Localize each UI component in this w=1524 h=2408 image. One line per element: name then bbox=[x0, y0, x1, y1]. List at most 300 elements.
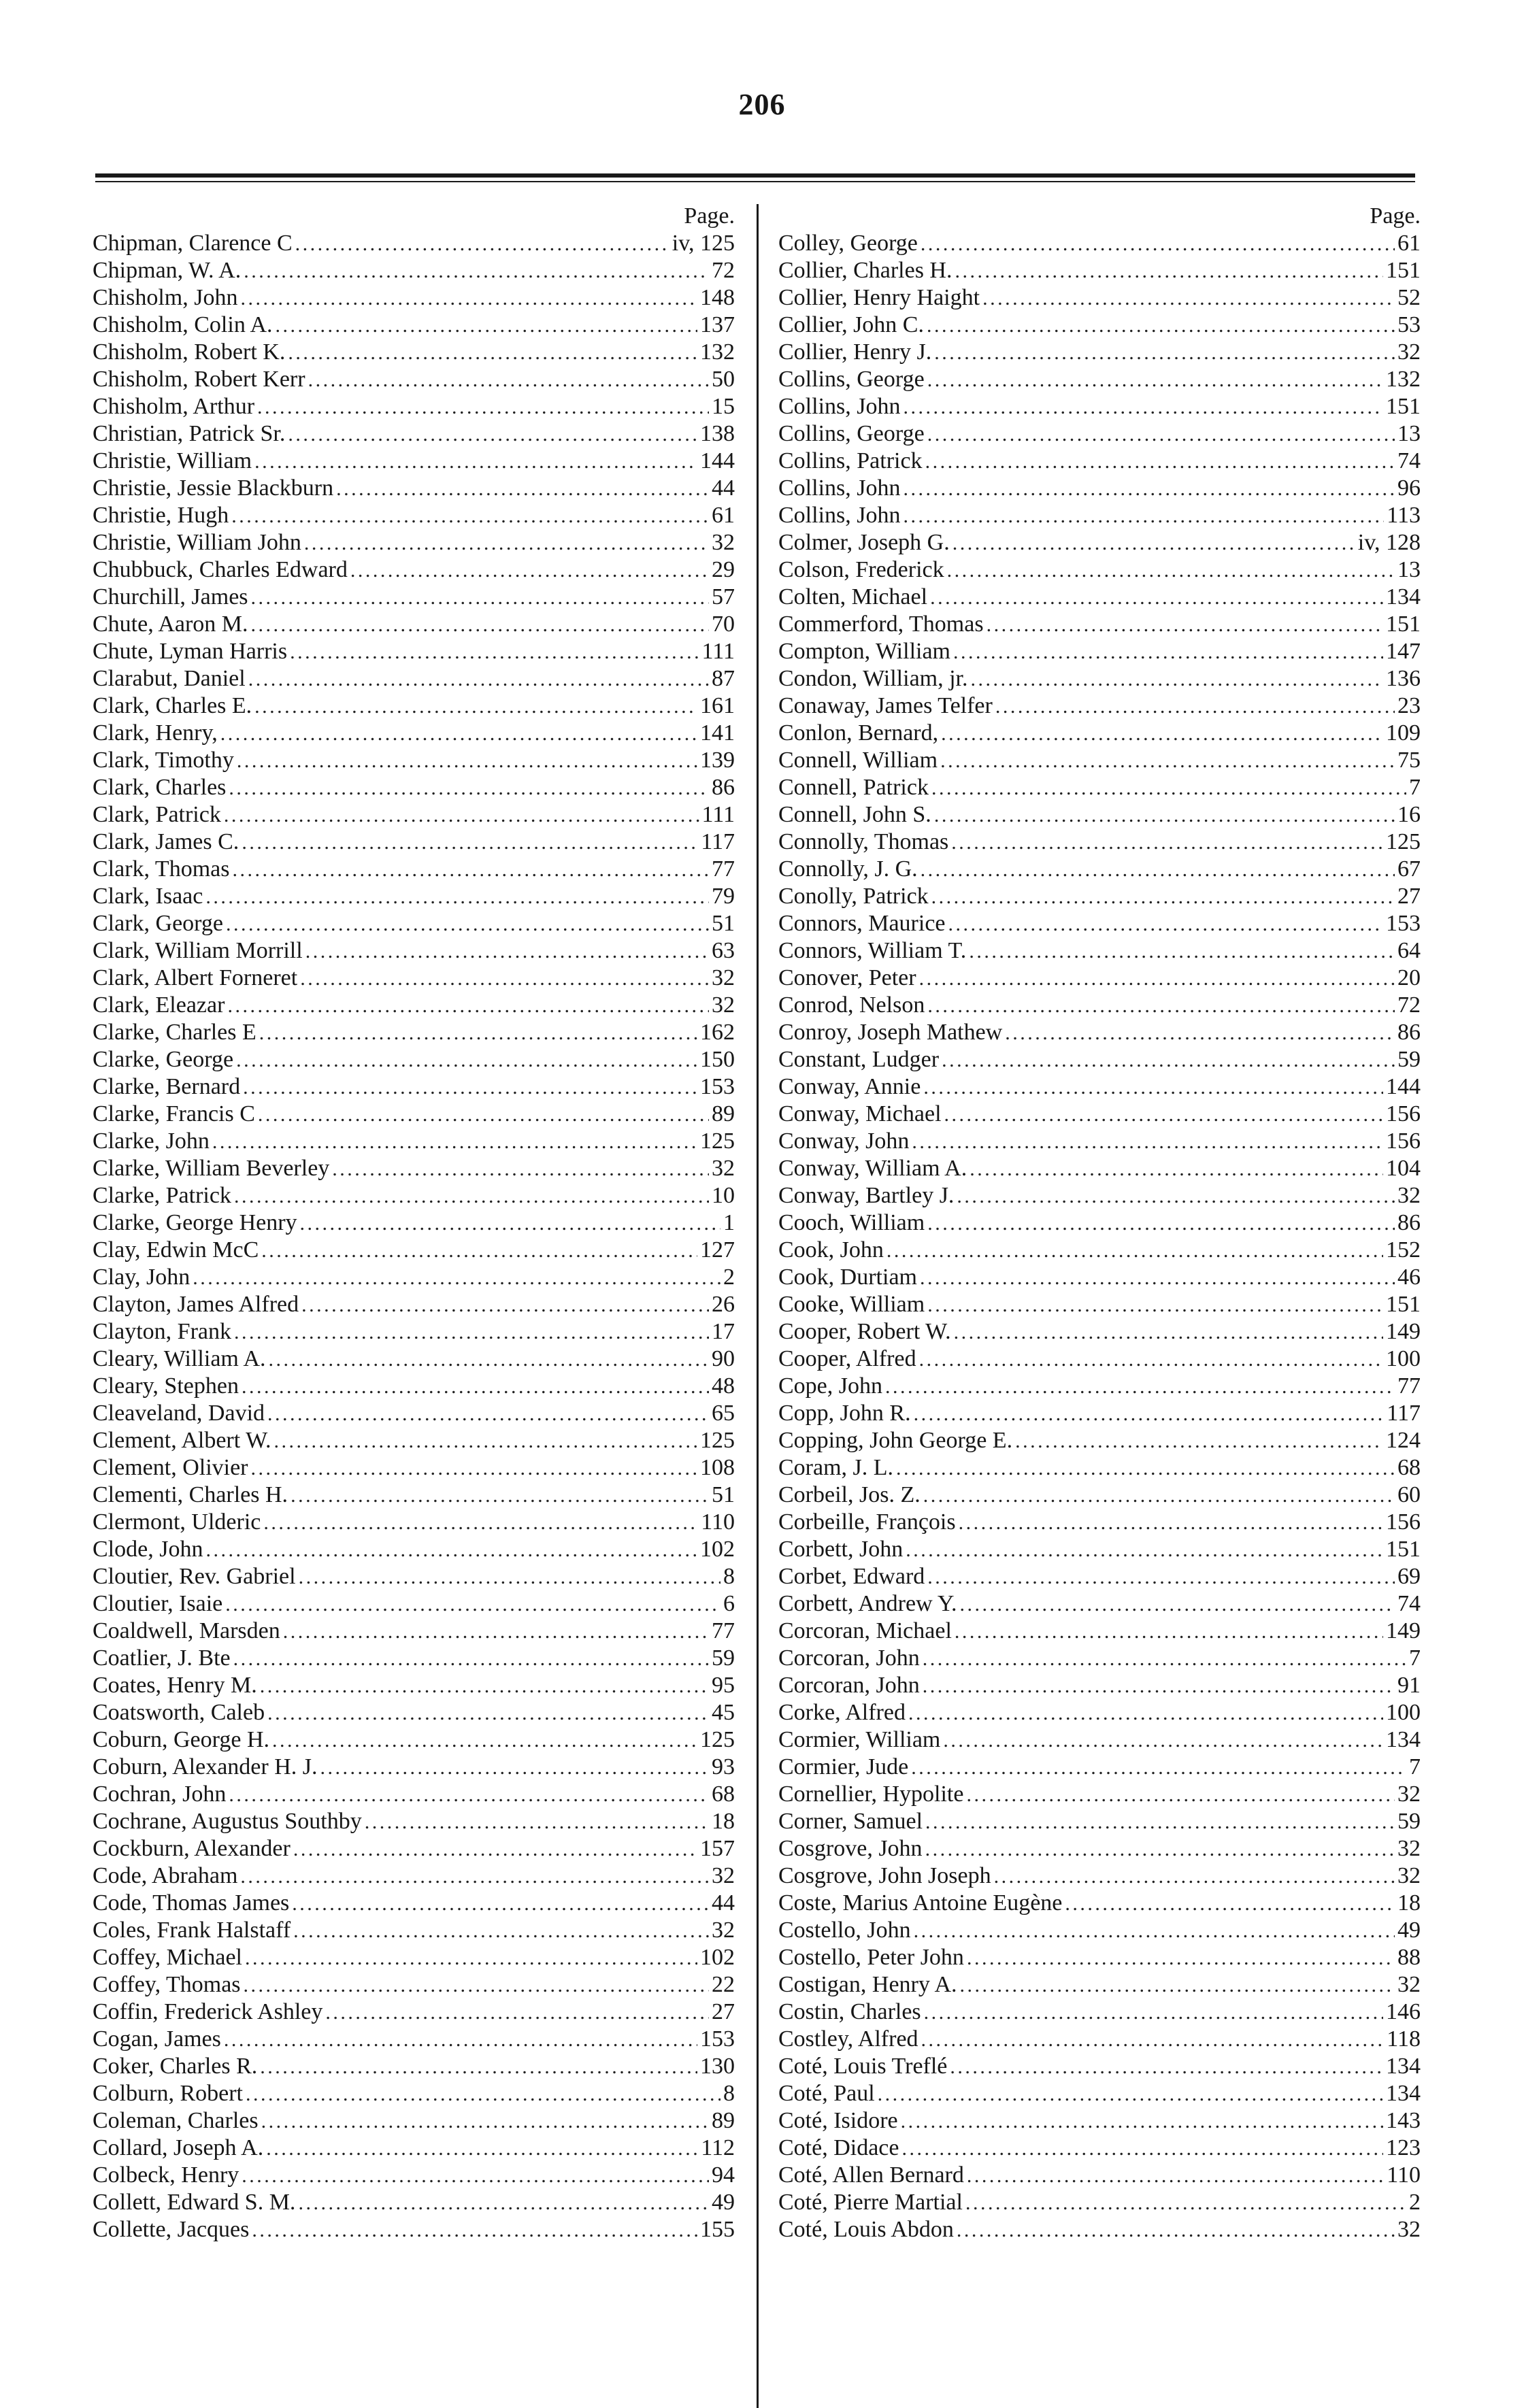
dot-leader bbox=[957, 1182, 1395, 1209]
entry-page: 151 bbox=[1386, 612, 1421, 637]
index-entry bbox=[778, 1182, 1421, 1209]
index-entry bbox=[778, 257, 1421, 284]
entry-page: 149 bbox=[1386, 1618, 1421, 1643]
index-entry bbox=[778, 393, 1421, 420]
entry-name: Churchill, James bbox=[93, 584, 248, 609]
entry-page: 70 bbox=[712, 612, 735, 637]
dot-leader bbox=[923, 1073, 1383, 1101]
entry-page: 124 bbox=[1386, 1428, 1421, 1453]
index-entry bbox=[778, 638, 1421, 665]
index-entry bbox=[93, 1019, 735, 1046]
entry-name: Corke, Alfred bbox=[778, 1700, 906, 1725]
dot-leader bbox=[234, 1318, 709, 1345]
index-entry bbox=[778, 2135, 1421, 2162]
entry-name: Cook, John bbox=[778, 1237, 884, 1262]
dot-leader bbox=[927, 1563, 1395, 1590]
entry-name: Collins, George bbox=[778, 421, 925, 446]
index-entry bbox=[778, 1536, 1421, 1563]
entry-page: 79 bbox=[712, 884, 735, 909]
dot-leader bbox=[325, 1999, 709, 2026]
index-entry bbox=[93, 1917, 735, 1944]
entry-page: 68 bbox=[712, 1782, 735, 1807]
entry-name: Connors, Maurice bbox=[778, 911, 946, 936]
entry-name: Christie, Jessie Blackburn bbox=[93, 475, 334, 501]
entry-page: 53 bbox=[1397, 312, 1421, 337]
entry-name: Clark, Timothy bbox=[93, 748, 234, 773]
index-entry bbox=[778, 856, 1421, 883]
entry-page: 61 bbox=[712, 503, 735, 528]
entry-name: Corbeil, Jos. Z. bbox=[778, 1482, 921, 1507]
index-entry bbox=[93, 1400, 735, 1427]
entry-page: 32 bbox=[1397, 1863, 1421, 1888]
entry-page: 162 bbox=[700, 1020, 735, 1045]
entry-page: 68 bbox=[1397, 1455, 1421, 1480]
dot-leader bbox=[224, 801, 699, 829]
entry-name: Coffin, Frederick Ashley bbox=[93, 1999, 323, 2024]
entry-page: 153 bbox=[700, 2026, 735, 2052]
entry-page: 111 bbox=[701, 639, 735, 664]
index-entry bbox=[93, 2026, 735, 2053]
dot-leader bbox=[242, 829, 698, 856]
dot-leader bbox=[930, 584, 1383, 611]
entry-page: 32 bbox=[1397, 339, 1421, 365]
index-entry bbox=[93, 774, 735, 801]
dot-leader bbox=[292, 1890, 709, 1917]
index-entry bbox=[778, 1264, 1421, 1291]
entry-page: 32 bbox=[712, 992, 735, 1018]
index-entry bbox=[778, 1046, 1421, 1073]
entry-name: Clarke, George Henry bbox=[93, 1210, 297, 1235]
entry-page: 32 bbox=[712, 965, 735, 990]
entry-name: Coatsworth, Caleb bbox=[93, 1700, 265, 1725]
entry-name: Clark, Isaac bbox=[93, 884, 203, 909]
dot-leader bbox=[878, 2080, 1383, 2107]
dot-leader bbox=[205, 883, 709, 910]
entry-page: 63 bbox=[712, 938, 735, 963]
entry-page: 134 bbox=[1386, 584, 1421, 609]
index-entry bbox=[93, 1672, 735, 1699]
entry-name: Clark, William Morrill bbox=[93, 938, 303, 963]
dot-leader bbox=[242, 2162, 709, 2189]
dot-leader bbox=[944, 1101, 1383, 1128]
entry-page: 23 bbox=[1397, 693, 1421, 718]
entry-name: Cloutier, Rev. Gabriel bbox=[93, 1564, 296, 1589]
entry-page: 102 bbox=[700, 1945, 735, 1970]
entry-page: 48 bbox=[712, 1373, 735, 1399]
entry-name: Code, Abraham bbox=[93, 1863, 238, 1888]
dot-leader bbox=[914, 1917, 1395, 1944]
entry-name: Cooper, Robert W. bbox=[778, 1319, 951, 1344]
entry-name: Collett, Edward S. M. bbox=[93, 2190, 296, 2215]
index-entry bbox=[93, 1944, 735, 1971]
entry-name: Coram, J. L. bbox=[778, 1455, 894, 1480]
entry-page: 100 bbox=[1386, 1700, 1421, 1725]
index-entry bbox=[93, 1482, 735, 1509]
entry-name: Conolly, Patrick bbox=[778, 884, 929, 909]
entry-page: 32 bbox=[712, 1863, 735, 1888]
dot-leader bbox=[927, 312, 1395, 339]
entry-page: 20 bbox=[1397, 965, 1421, 990]
dot-leader bbox=[251, 611, 709, 638]
index-entry bbox=[778, 665, 1421, 692]
entry-page: iv, 128 bbox=[1357, 530, 1421, 555]
dot-leader bbox=[243, 1073, 697, 1101]
entry-name: Collier, John C. bbox=[778, 312, 924, 337]
dot-leader bbox=[212, 1128, 697, 1155]
dot-leader bbox=[254, 448, 697, 475]
entry-name: Clarke, Patrick bbox=[93, 1183, 231, 1208]
dot-leader bbox=[229, 1781, 709, 1808]
entry-page: 72 bbox=[1397, 992, 1421, 1018]
entry-page: 2 bbox=[1409, 2190, 1421, 2215]
entry-page: 77 bbox=[712, 1618, 735, 1643]
entry-page: 100 bbox=[1386, 1346, 1421, 1371]
entry-name: Clode, John bbox=[93, 1537, 203, 1562]
entry-name: Cosgrove, John bbox=[778, 1836, 923, 1861]
dot-leader bbox=[966, 1781, 1395, 1808]
index-entry bbox=[778, 2216, 1421, 2243]
entry-page: 156 bbox=[1386, 1101, 1421, 1126]
dot-leader bbox=[308, 366, 709, 393]
entry-page: 125 bbox=[700, 1727, 735, 1752]
entry-page: 32 bbox=[1397, 1836, 1421, 1861]
index-entry bbox=[778, 502, 1421, 529]
index-entry bbox=[93, 1971, 735, 1999]
entry-page: 32 bbox=[1397, 1972, 1421, 1997]
entry-name: Colburn, Robert bbox=[93, 2081, 243, 2106]
entry-name: Collins, John bbox=[778, 475, 901, 501]
dot-leader bbox=[952, 529, 1355, 556]
index-entry bbox=[778, 829, 1421, 856]
entry-page: 108 bbox=[700, 1455, 735, 1480]
entry-name: Corbett, John bbox=[778, 1537, 904, 1562]
dot-leader bbox=[960, 1590, 1395, 1618]
entry-name: Clark, Albert Forneret bbox=[93, 965, 298, 990]
entry-page: 74 bbox=[1397, 448, 1421, 473]
dot-leader bbox=[906, 1536, 1383, 1563]
dot-leader bbox=[295, 230, 669, 257]
index-entry bbox=[93, 992, 735, 1019]
entry-name: Clermont, Ulderic bbox=[93, 1509, 261, 1535]
index-entry bbox=[93, 2189, 735, 2216]
entry-page: 13 bbox=[1397, 421, 1421, 446]
dot-leader bbox=[994, 1862, 1395, 1890]
index-entry bbox=[778, 1890, 1421, 1917]
entry-page: 75 bbox=[1397, 748, 1421, 773]
entry-name: Clarke, William Beverley bbox=[93, 1156, 330, 1181]
entry-page: 77 bbox=[1397, 1373, 1421, 1399]
entry-page: 89 bbox=[712, 2108, 735, 2133]
entry-name: Collins, John bbox=[778, 394, 901, 419]
index-entry bbox=[778, 1835, 1421, 1862]
index-entry bbox=[93, 1835, 735, 1862]
index-entry bbox=[778, 2189, 1421, 2216]
index-entry bbox=[778, 584, 1421, 611]
entry-page: 130 bbox=[700, 2054, 735, 2079]
entry-name: Cosgrove, John Joseph bbox=[778, 1863, 991, 1888]
entry-page: 123 bbox=[1386, 2135, 1421, 2160]
entry-name: Cleary, Stephen bbox=[93, 1373, 239, 1399]
index-entry bbox=[778, 2107, 1421, 2135]
right-page-header: Page. bbox=[1370, 203, 1421, 229]
dot-leader bbox=[959, 1509, 1383, 1536]
dot-leader bbox=[272, 1726, 697, 1754]
index-entry bbox=[778, 1237, 1421, 1264]
index-entry bbox=[93, 2135, 735, 2162]
entry-name: Colten, Michael bbox=[778, 584, 928, 609]
entry-page: 91 bbox=[1397, 1673, 1421, 1698]
entry-name: Christie, William bbox=[93, 448, 252, 473]
dot-leader bbox=[957, 2216, 1395, 2243]
entry-name: Conroy, Joseph Mathew bbox=[778, 1020, 1003, 1045]
dot-leader bbox=[305, 937, 709, 965]
index-entry bbox=[93, 1264, 735, 1291]
entry-page: 51 bbox=[712, 911, 735, 936]
dot-leader bbox=[987, 611, 1383, 638]
entry-page: 134 bbox=[1386, 1727, 1421, 1752]
entry-page: 59 bbox=[712, 1645, 735, 1671]
entry-page: 74 bbox=[1397, 1591, 1421, 1616]
entry-name: Conaway, James Telfer bbox=[778, 693, 993, 718]
entry-page: 109 bbox=[1386, 720, 1421, 746]
dot-leader bbox=[1005, 1019, 1395, 1046]
entry-page: 7 bbox=[1409, 1754, 1421, 1779]
index-entry bbox=[93, 2107, 735, 2135]
entry-name: Clarke, Bernard bbox=[93, 1074, 241, 1099]
index-entry bbox=[778, 1209, 1421, 1237]
index-entry bbox=[778, 1509, 1421, 1536]
entry-name: Chisholm, Arthur bbox=[93, 394, 255, 419]
index-entry bbox=[93, 366, 735, 393]
index-entry bbox=[778, 448, 1421, 475]
entry-page: 32 bbox=[712, 530, 735, 555]
dot-leader bbox=[927, 1291, 1383, 1318]
dot-leader bbox=[260, 1672, 709, 1699]
entry-page: 49 bbox=[712, 2190, 735, 2215]
entry-page: 10 bbox=[712, 1183, 735, 1208]
index-entry bbox=[778, 774, 1421, 801]
entry-name: Cogan, James bbox=[93, 2026, 221, 2052]
index-entry bbox=[93, 1862, 735, 1890]
index-entry bbox=[93, 937, 735, 965]
entry-name: Coffey, Michael bbox=[93, 1945, 242, 1970]
dot-leader bbox=[967, 1944, 1395, 1971]
entry-page: 65 bbox=[712, 1401, 735, 1426]
entry-name: Costigan, Henry A. bbox=[778, 1972, 957, 1997]
entry-name: Corcoran, Michael bbox=[778, 1618, 952, 1643]
dot-leader bbox=[914, 1400, 1385, 1427]
dot-leader bbox=[276, 312, 698, 339]
entry-page: 60 bbox=[1397, 1482, 1421, 1507]
index-entry bbox=[778, 475, 1421, 502]
entry-page: 151 bbox=[1386, 1537, 1421, 1562]
dot-leader bbox=[251, 1454, 697, 1482]
entry-name: Copping, John George E. bbox=[778, 1428, 1013, 1453]
entry-page: 18 bbox=[712, 1809, 735, 1834]
index-entry bbox=[93, 1754, 735, 1781]
dot-leader bbox=[234, 1182, 709, 1209]
entry-page: 153 bbox=[1386, 911, 1421, 936]
entry-page: 8 bbox=[723, 1564, 735, 1589]
index-entry bbox=[93, 1345, 735, 1373]
index-entry bbox=[93, 284, 735, 312]
entry-page: 151 bbox=[1386, 1292, 1421, 1317]
entry-page: 49 bbox=[1397, 1918, 1421, 1943]
entry-page: 141 bbox=[700, 720, 735, 746]
index-entry bbox=[778, 1944, 1421, 1971]
dot-leader bbox=[921, 230, 1395, 257]
index-entry bbox=[93, 448, 735, 475]
dot-leader bbox=[951, 829, 1383, 856]
entry-name: Coté, Didace bbox=[778, 2135, 899, 2160]
entry-page: 136 bbox=[1386, 666, 1421, 691]
entry-name: Collins, Patrick bbox=[778, 448, 923, 473]
entry-name: Costello, John bbox=[778, 1918, 911, 1943]
entry-name: Coburn, George H. bbox=[93, 1727, 269, 1752]
dot-leader bbox=[885, 1373, 1395, 1400]
index-entry bbox=[778, 1400, 1421, 1427]
dot-leader bbox=[254, 692, 697, 720]
entry-name: Clark, Charles E. bbox=[93, 693, 252, 718]
entry-page: 72 bbox=[712, 258, 735, 283]
dot-leader bbox=[252, 2216, 697, 2243]
dot-leader bbox=[240, 1862, 709, 1890]
dot-leader bbox=[258, 1101, 709, 1128]
index-entry bbox=[93, 2216, 735, 2243]
entry-name: Clarke, John bbox=[93, 1128, 210, 1154]
entry-name: Connolly, Thomas bbox=[778, 829, 949, 854]
entry-name: Chipman, W. A. bbox=[93, 258, 242, 283]
dot-leader bbox=[927, 366, 1383, 393]
dot-leader bbox=[925, 1835, 1395, 1862]
entry-page: 93 bbox=[712, 1754, 735, 1779]
index-entry bbox=[778, 937, 1421, 965]
dot-leader bbox=[231, 502, 709, 529]
entry-page: 26 bbox=[712, 1292, 735, 1317]
dot-leader bbox=[244, 257, 709, 284]
entry-name: Collard, Joseph A. bbox=[93, 2135, 264, 2160]
entry-page: 144 bbox=[1386, 1074, 1421, 1099]
dot-leader bbox=[237, 747, 697, 774]
entry-name: Clark, James C. bbox=[93, 829, 239, 854]
dot-leader bbox=[288, 420, 697, 448]
entry-page: 127 bbox=[700, 1237, 735, 1262]
entry-name: Cooke, William bbox=[778, 1292, 925, 1317]
index-entry bbox=[778, 965, 1421, 992]
dot-leader bbox=[955, 257, 1383, 284]
dot-leader bbox=[925, 448, 1395, 475]
index-entry bbox=[778, 2162, 1421, 2189]
index-entry bbox=[93, 1155, 735, 1182]
entry-page: 32 bbox=[712, 1918, 735, 1943]
entry-page: 32 bbox=[1397, 1183, 1421, 1208]
entry-name: Connell, William bbox=[778, 748, 938, 773]
entry-page: 29 bbox=[712, 557, 735, 582]
dot-leader bbox=[365, 1808, 709, 1835]
dot-leader bbox=[291, 1482, 709, 1509]
entry-page: 1 bbox=[723, 1210, 735, 1235]
column-divider bbox=[757, 204, 759, 2408]
dot-leader bbox=[960, 1971, 1395, 1999]
entry-page: 8 bbox=[723, 2081, 735, 2106]
dot-leader bbox=[927, 420, 1395, 448]
index-entry bbox=[93, 1128, 735, 1155]
entry-name: Conway, Annie bbox=[778, 1074, 921, 1099]
dot-leader bbox=[300, 1209, 720, 1237]
index-entry bbox=[93, 1699, 735, 1726]
index-entry bbox=[93, 420, 735, 448]
entry-page: 96 bbox=[1397, 475, 1421, 501]
entry-page: 59 bbox=[1397, 1809, 1421, 1834]
index-entry bbox=[93, 529, 735, 556]
dot-leader bbox=[942, 1046, 1395, 1073]
index-entry bbox=[93, 638, 735, 665]
dot-leader bbox=[941, 720, 1383, 747]
dot-leader bbox=[903, 502, 1384, 529]
dot-leader bbox=[969, 937, 1395, 965]
entry-name: Condon, William, jr. bbox=[778, 666, 968, 691]
entry-page: 2 bbox=[723, 1265, 735, 1290]
index-entry bbox=[778, 747, 1421, 774]
entry-page: 95 bbox=[712, 1673, 735, 1698]
entry-page: 125 bbox=[700, 1128, 735, 1154]
entry-name: Cochrane, Augustus Southby bbox=[93, 1809, 362, 1834]
entry-name: Coates, Henry M. bbox=[93, 1673, 257, 1698]
index-entry bbox=[93, 339, 735, 366]
dot-leader bbox=[336, 475, 709, 502]
index-entry bbox=[778, 366, 1421, 393]
index-entry bbox=[93, 1726, 735, 1754]
dot-leader bbox=[205, 1536, 697, 1563]
index-entry bbox=[778, 1318, 1421, 1345]
entry-name: Christie, William John bbox=[93, 530, 301, 555]
entry-name: Conlon, Bernard, bbox=[778, 720, 939, 746]
index-entry bbox=[93, 801, 735, 829]
dot-leader bbox=[923, 1645, 1406, 1672]
header-rule-thin bbox=[95, 181, 1415, 182]
dot-leader bbox=[919, 965, 1395, 992]
entry-name: Clayton, James Alfred bbox=[93, 1292, 299, 1317]
dot-leader bbox=[299, 1563, 720, 1590]
entry-name: Chisholm, Colin A. bbox=[93, 312, 273, 337]
dot-leader bbox=[293, 1917, 709, 1944]
dot-leader bbox=[257, 393, 709, 420]
entry-name: Collier, Henry Haight bbox=[778, 285, 980, 310]
index-entry bbox=[778, 420, 1421, 448]
dot-leader bbox=[934, 339, 1395, 366]
dot-leader bbox=[246, 2080, 720, 2107]
entry-page: 86 bbox=[1397, 1020, 1421, 1045]
entry-page: 52 bbox=[1397, 285, 1421, 310]
dot-leader bbox=[919, 1345, 1383, 1373]
dot-leader bbox=[220, 720, 697, 747]
entry-name: Clark, Henry, bbox=[93, 720, 218, 746]
dot-leader bbox=[274, 1427, 697, 1454]
entry-name: Cooper, Alfred bbox=[778, 1346, 916, 1371]
index-entry bbox=[93, 1046, 735, 1073]
entry-name: Coatlier, J. Bte bbox=[93, 1645, 231, 1671]
entry-name: Coburn, Alexander H. J. bbox=[93, 1754, 318, 1779]
entry-name: Christie, Hugh bbox=[93, 503, 229, 528]
entry-name: Corbeille, François bbox=[778, 1509, 956, 1535]
entry-page: 161 bbox=[700, 693, 735, 718]
entry-name: Coté, Allen Bernard bbox=[778, 2162, 964, 2188]
entry-name: Copp, John R. bbox=[778, 1401, 911, 1426]
entry-name: Corcoran, John bbox=[778, 1673, 920, 1698]
entry-name: Cook, Durtiam bbox=[778, 1265, 917, 1290]
right-entry-list bbox=[778, 230, 1421, 2243]
entry-page: 112 bbox=[701, 2135, 735, 2160]
